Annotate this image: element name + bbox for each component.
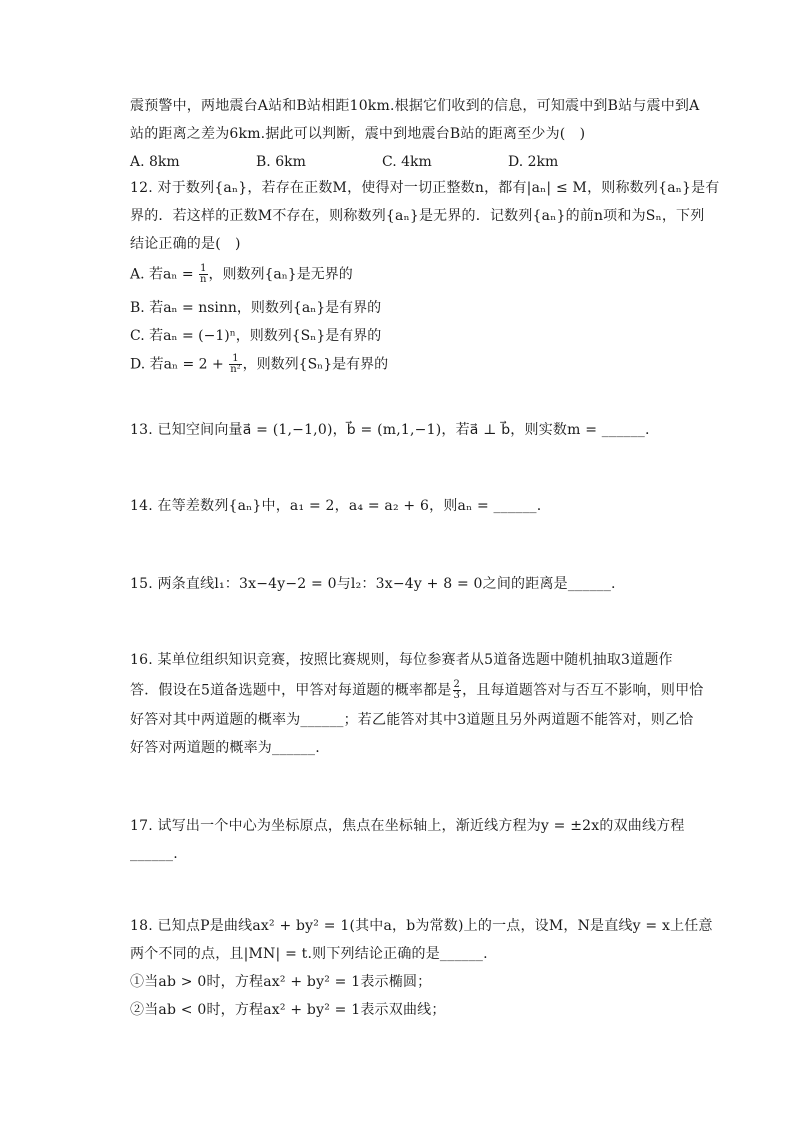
q12-line-2: 界的．若这样的正数M不存在，则称数列{aₙ}是无界的．记数列{aₙ}的前n项和为Sₙ，下列 [130, 208, 705, 224]
q12-line-1: 12. 对于数列{aₙ}，若存在正数M，使得对一切正整数n，都有|aₙ| ≤ M，则称数列{aₙ}是有 [130, 180, 720, 196]
q12-option-a-fraction [199, 264, 207, 285]
q16-line-2-prefix: 答．假设在5道备选题中，甲答对每道题的概率都是 [130, 682, 452, 699]
q12-option-d-suffix: ，则数列{Sₙ}是有界的 [242, 356, 389, 373]
q12-option-b: B. 若aₙ = nsinn，则数列{aₙ}是有界的 [130, 300, 382, 316]
q16-line-4: 好答对两道题的概率为______. [130, 740, 320, 756]
q16-probability-fraction [453, 680, 462, 701]
fraction-denominator: n [200, 274, 207, 285]
fraction-numerator: 2 [453, 679, 461, 690]
fraction-numerator: 1 [229, 354, 241, 365]
q12-option-d-fraction [229, 354, 241, 375]
q11-line-1: 震预警中，两地震台A站和B站相距10km.根据它们收到的信息，可知震中到B站与震中到A [130, 98, 700, 114]
q18-line-1: 18. 已知点P是曲线ax² + by² = 1(其中a，b为常数)上的一点，设M，N是直线y = x上任意 [130, 918, 713, 934]
q16-line-2 [130, 680, 703, 701]
q12-option-d [130, 354, 388, 375]
q11-line-2: 站的距离之差为6km.据此可以判断，震中到地震台B站的距离至少为( ) [130, 126, 586, 142]
fraction-denominator: n² [230, 364, 241, 375]
q18-line-3: ①当ab > 0时，方程ax² + by² = 1表示椭圆； [130, 974, 432, 990]
q17-line-2: ______. [130, 846, 178, 862]
q12-option-c: C. 若aₙ = (−1)ⁿ，则数列{Sₙ}是有界的 [130, 328, 382, 344]
q12-option-d-prefix: D. 若aₙ = 2 + [130, 356, 229, 373]
q18-line-4: ②当ab < 0时，方程ax² + by² = 1表示双曲线； [130, 1002, 446, 1018]
q12-option-a-suffix: ，则数列{aₙ}是无界的 [208, 266, 353, 283]
q12-option-a-prefix: A. 若aₙ = [130, 266, 199, 283]
q15-text: 15. 两条直线l₁：3x−4y−2 = 0与l₂：3x−4y + 8 = 0之间的距离是______. [130, 576, 616, 592]
q12-line-3: 结论正确的是( ) [130, 236, 241, 252]
q11-option-b: B. 6km [256, 154, 306, 170]
q16-line-1: 16. 某单位组织知识竞赛，按照比赛规则，每位参赛者从5道备选题中随机抽取3道题作 [130, 652, 673, 668]
q12-option-a [130, 264, 353, 285]
q14-text: 14. 在等差数列{aₙ}中，a₁ = 2，a₄ = a₂ + 6，则aₙ = ______. [130, 498, 542, 514]
fraction-numerator: 1 [200, 263, 207, 274]
q18-line-2: 两个不同的点，且|MN| = t.则下列结论正确的是______. [130, 946, 488, 962]
q11-option-a: A. 8km [130, 154, 180, 170]
fraction-denominator: 3 [453, 690, 461, 701]
q13-text: 13. 已知空间向量a⃗ = (1,−1,0)，b⃗ = (m,1,−1)，若a⃗ ⊥ b⃗，则实数m = ______. [130, 422, 650, 438]
q16-line-3: 好答对其中两道题的概率为______；若乙能答对其中3道题且另外两道题不能答对，则乙恰 [130, 712, 694, 728]
q16-line-2-suffix: ，且每道题答对与否互不影响，则甲恰 [462, 682, 704, 699]
q17-line-1: 17. 试写出一个中心为坐标原点，焦点在坐标轴上，渐近线方程为y = ±2x的双曲线方程 [130, 818, 685, 834]
q11-option-c: C. 4km [382, 154, 432, 170]
q11-option-d: D. 2km [508, 154, 559, 170]
